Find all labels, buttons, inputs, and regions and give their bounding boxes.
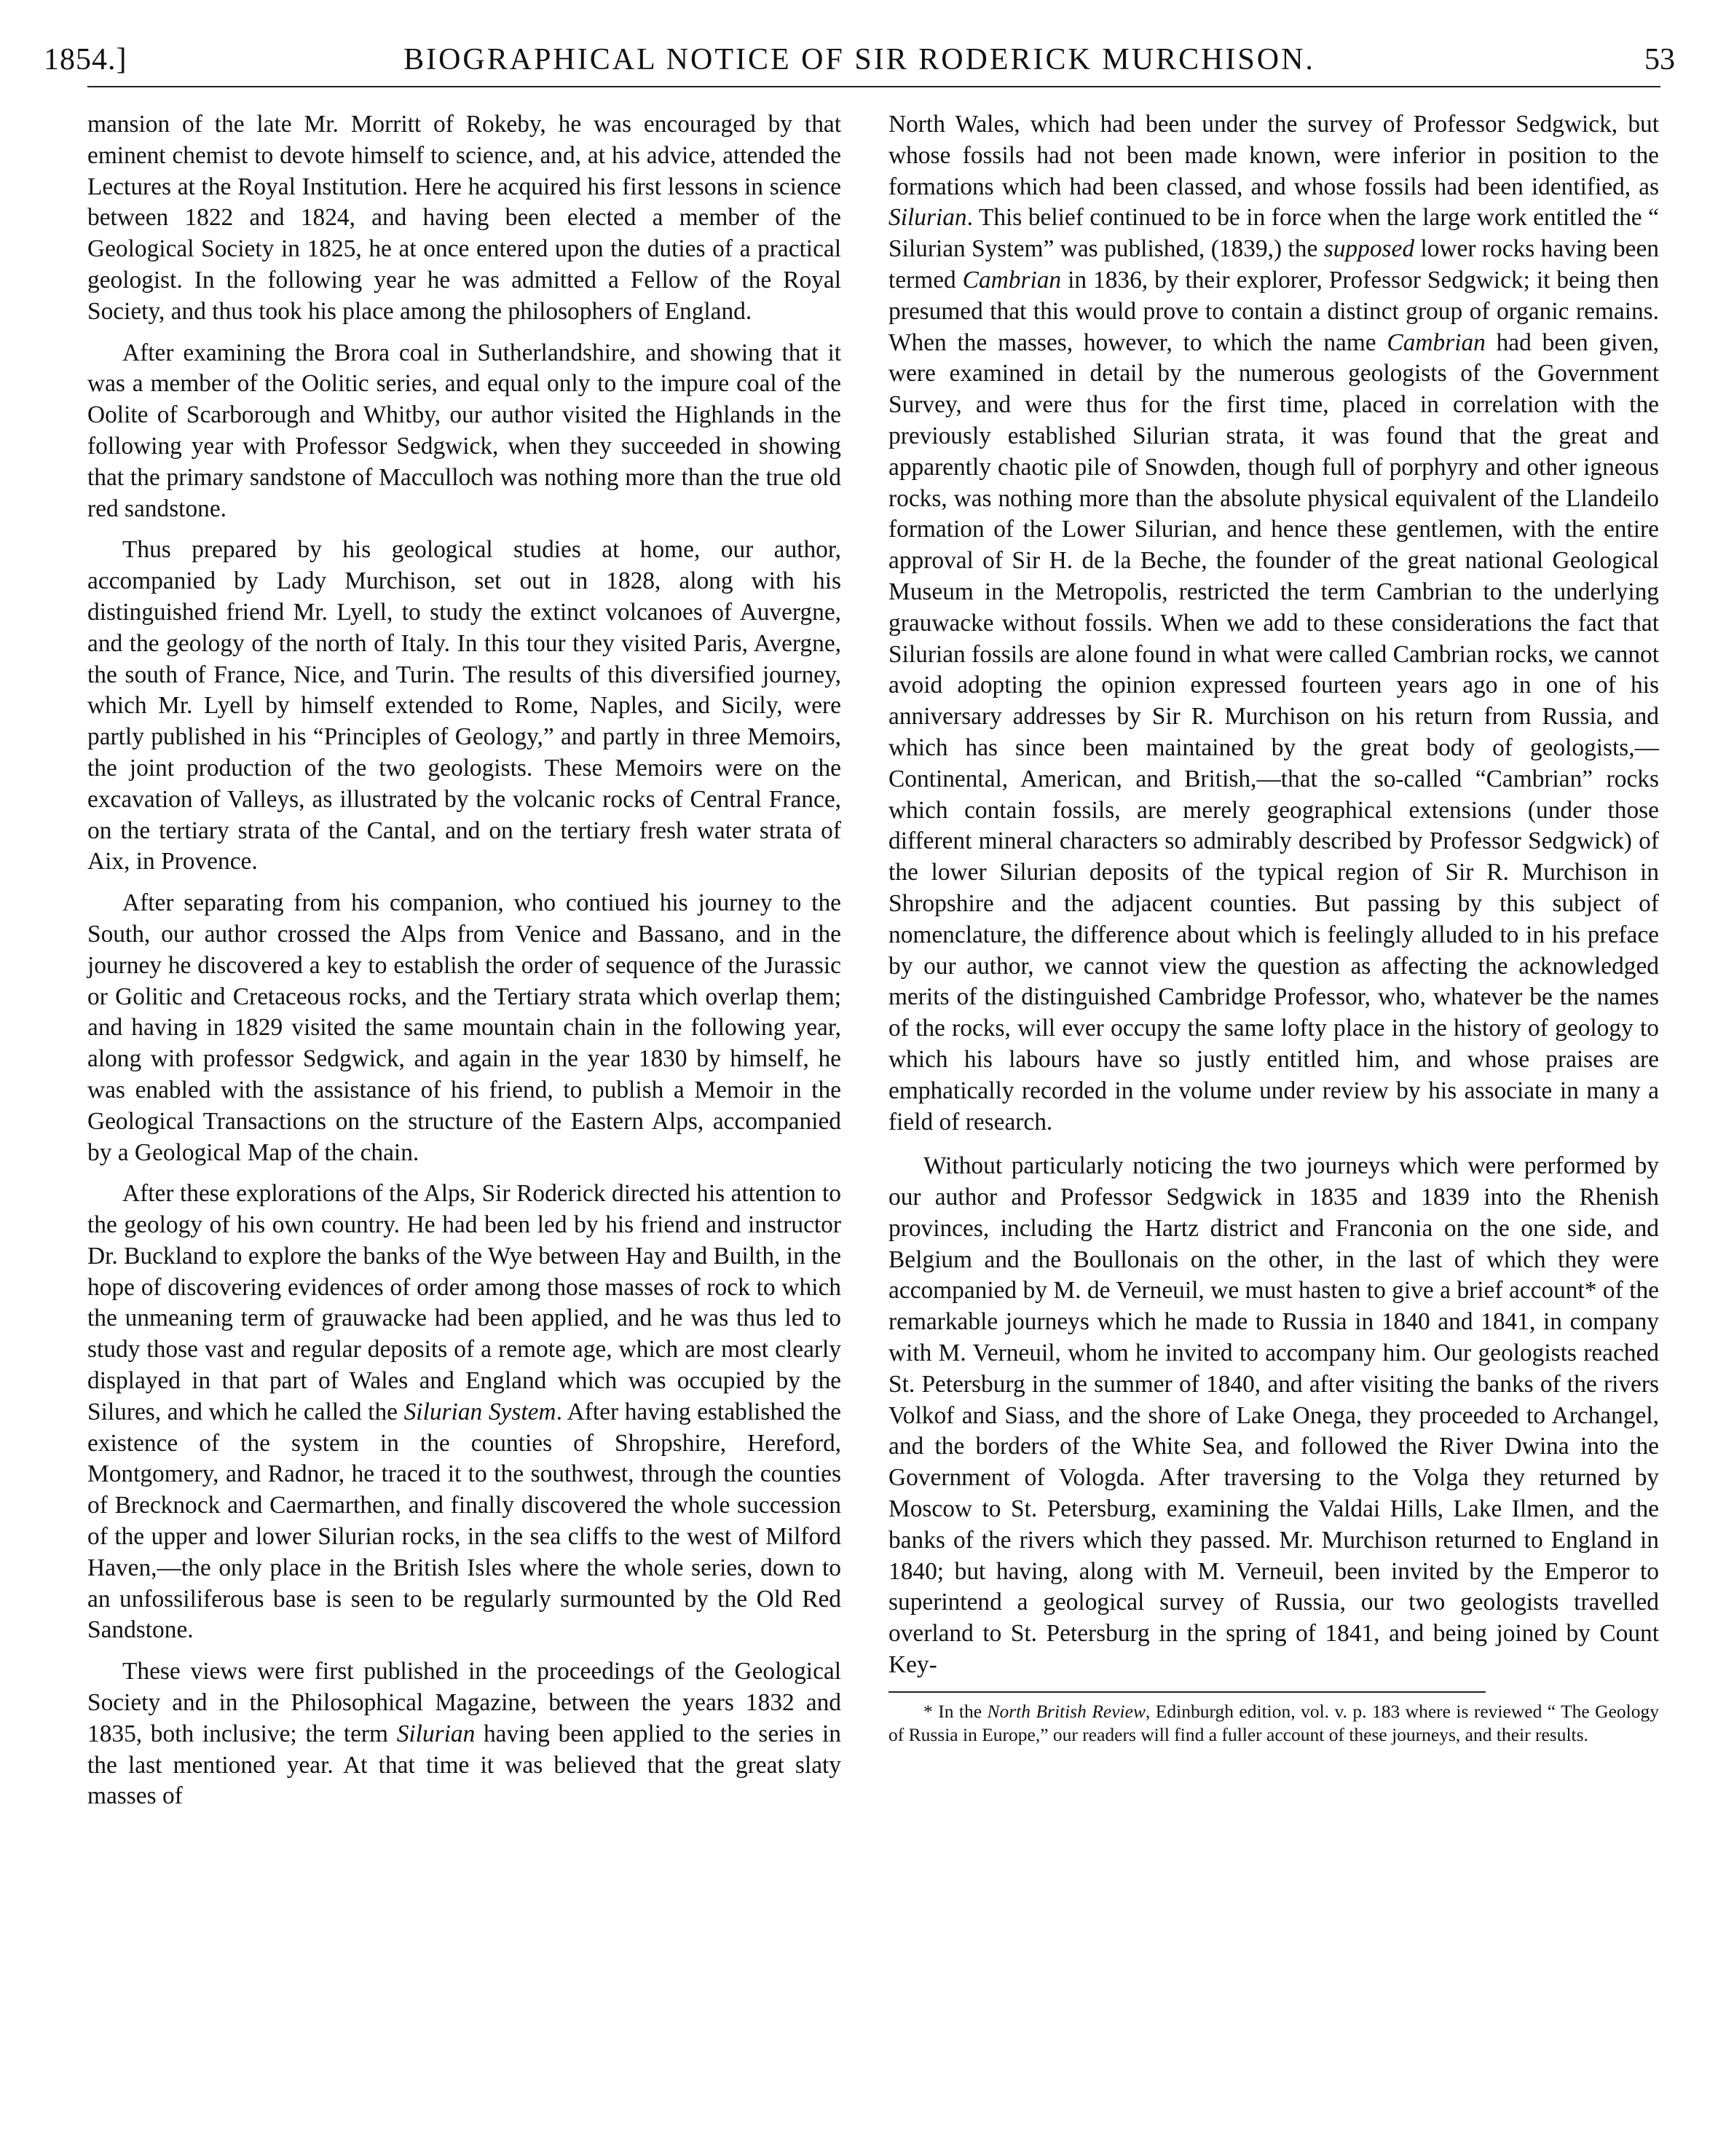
- italic-term: supposed: [1323, 235, 1415, 263]
- paragraph: Without particularly noticing the two journeys which were performed by our author and Professor Sedgwick in 1835 and 1839 into the Rhenish provinces, including the Hartz district and Franconia on the one side, and Belgium and the Boullonais on the other, in the last of which they were accompanied by M. de Verneuil, we must hasten to give a brief account* of the remarkable journeys which he made to Russia in 1840 and 1841, in company with M. Verneuil, whom he invited to accompany him. Our geologists reached St. Petersburg in the summer of 1840, and after visiting the banks of the rivers Volkof and Siass, and the shore of Lake Onega, they proceeded to Archangel, and the borders of the White Sea, and followed the River Dwina into the Government of Vologda. After traversing to the Volga they returned by Moscow to St. Petersburg, examining the Valdai Hills, Lake Ilmen, and the banks of the rivers which they passed. Mr. Murchison returned to England in 1840; but having, along with M. Verneuil, been invited by the Emperor to superintend a geological survey of Russia, our two geologists travelled overland to St. Petersburg in the spring of 1841, and being joined by Count Key-: [888, 1152, 1659, 1679]
- paragraph: mansion of the late Mr. Morritt of Rokeby, he was encouraged by that eminent chemist to devote himself to science, and, at his advice, attended the Lectures at the Royal Institution. Here he acquired his first lessons in science between 1822 and 1824, and having been elected a member of the Geological Society in 1825, he at once entered upon the duties of a practical geologist. In the following year he was admitted a Fellow of the Royal Society, and thus took his place among the philosophers of England.: [87, 111, 841, 325]
- text-run: had been given, were examined in detail by the numerous geologists of the Government Survey, and were thus for the first time, placed in correlation with the previously established Silurian strata, it was found that the great and apparently chaotic pile of Snowden, though full of porphyry and other igneous rocks, was nothing more than the absolute physical equivalent of the Llandeilo formation of the Lower Silurian, and hence these gentlemen, with the entire approval of Sir H. de la Beche, the founder of the great national Geological Museum in the Metropolis, restricted the term Cambrian to the underlying grauwacke without fossils. When we add to these considerations the fact that Silurian fossils are alone found in what were called Cambrian rocks, we cannot avoid adopting the opinion expressed fourteen years ago in one of his anniversary addresses by Sir R. Murchison on his return from Russia, and which has since been maintained by the great body of geologists,—Continental, American, and British,—that the so-called “Cambrian” rocks which contain fossils, are merely geographical extensions (under those different mineral characters so admirably described by Professor Sedgwick) of the lower Silurian deposits of the typical region of Sir R. Murchison in Shropshire and the adjacent counties. But passing by this subject of nomenclature, the difference about which is feelingly alluded to in his preface by our author, we cannot view the question as affecting the acknowledged merits of the distinguished Cambridge Professor, who, whatever be the names of the rocks, will ever occupy the same lofty place in the history of geology to which his labours have so justly entitled him, and whose praises are emphatically recorded in the volume under review by his associate in many a field of research.: [888, 328, 1659, 1136]
- italic-term: Cambrian: [1387, 328, 1486, 356]
- text-run: * In the: [923, 1700, 988, 1722]
- paragraph: After examining the Brora coal in Sutherlandshire, and showing that it was a member of the Oolitic series, and equal only to the impure coal of the Oolite of Scarborough and Whitby, our author visited the Highlands in the following year with Professor Sedgwick, when they succeeded in showing that the primary sandstone of Macculloch was nothing more than the true old red sandstone.: [87, 339, 841, 522]
- text-run: . After having established the existence of the system in the counties of Shropshire, Hereford, Montgomery, and Radnor, he traced it to the southwest, through the counties of Brecknock and Caermarthen, and finally discovered the whole succession of the upper and lower Silurian rocks, in the sea cliffs to the west of Milford Haven,—the only place in the British Isles where the whole series, down to an unfossiliferous base is seen to be regularly surmounted by the Old Red Sandstone.: [87, 1398, 841, 1644]
- paragraph: [888, 109, 1659, 1138]
- running-header: [44, 42, 1675, 86]
- italic-term: Silurian System: [403, 1398, 556, 1425]
- paragraph: [87, 1656, 841, 1812]
- text-run: After these explorations of the Alps, Sir Roderick directed his attention to the geology of his own country. He had been led by his friend and instructor Dr. Buckland to explore the banks of the Wye between Hay and Builth, in the hope of discovering evidences of order among those masses of rock to which the unmeaning term of grauwacke had been applied, and he was thus led to study those vast and regular deposits of a remote age, which are most clearly displayed in that part of Wales and England which was occupied by the Silures, and which he called the: [87, 1180, 841, 1425]
- page-number: 53: [1644, 43, 1675, 76]
- italic-term: Silurian: [396, 1720, 476, 1747]
- left-column: [87, 109, 841, 1822]
- text-run: , Edinburgh edition, vol. v. p. 183 where is reviewed “ The Geology of Russia in Europe,” our readers will find a fuller account of these journeys, and their results.: [888, 1700, 1659, 1745]
- footnote: [888, 1700, 1659, 1747]
- text-run: lower rocks having been termed: [888, 235, 1660, 294]
- paragraph: [87, 1179, 841, 1646]
- italic-term: Cambrian: [962, 266, 1062, 294]
- italic-term: Silurian: [888, 204, 967, 232]
- text-run: in 1836, by their explorer, Professor Sedgwick; it being then presumed that this would prove to contain a distinct group of organic remains. When the masses, however, to which the name: [888, 266, 1659, 356]
- right-column: [888, 109, 1659, 1757]
- header-rule: [87, 86, 1660, 87]
- paragraph: Thus prepared by his geological studies at home, our author, accompanied by Lady Murchison, set out in 1828, along with his distinguished friend Mr. Lyell, to study the extinct volcanoes of Auvergne, and the geology of the north of Italy. In this tour they visited Paris, Avergne, the south of France, Nice, and Turin. The results of this diversified journey, which Mr. Lyell by himself extended to Rome, Naples, and Sicily, were partly published in his “Principles of Geology,” and partly in three Memoirs, the joint production of the two geologists. These Memoirs were on the excavation of Valleys, as illustrated by the volcanic rocks of Central France, on the tertiary strata of the Cantal, and on the tertiary fresh water strata of Aix, in Provence.: [87, 536, 841, 876]
- text-run: . This belief continued to be in force when the large work entitled the “ Silurian System” was published, (1839,) the: [888, 204, 1659, 263]
- text-run: These views were first published in the proceedings of the Geological Society and in the Philosophical Magazine, between the years 1832 and 1835, both inclusive; the term: [87, 1658, 841, 1747]
- header-year: 1854.]: [44, 43, 127, 76]
- text-run: having been applied to the series in the last mentioned year. At that time it was believed that the great slaty masses of: [87, 1720, 842, 1810]
- footnote-rule: [888, 1691, 1486, 1693]
- paragraph: After separating from his companion, who contiued his journey to the South, our author crossed the Alps from Venice and Bassano, and in the journey he discovered a key to establish the order of sequence of the Jurassic or Golitic and Cretaceous rocks, and the Tertiary strata which overlap them; and having in 1829 visited the same mountain chain in the following year, along with professor Sedgwick, and again in the year 1830 by himself, he was enabled with the assistance of his friend, to publish a Memoir in the Geological Transactions on the structure of the Eastern Alps, accompanied by a Geological Map of the chain.: [87, 889, 841, 1166]
- text-run: North Wales, which had been under the survey of Professor Sedgwick, but whose fossils had not been made known, were inferior in position to the formations which had been classed, and whose fossils had been identified, as: [888, 111, 1659, 200]
- italic-term: North British Review: [987, 1700, 1146, 1722]
- header-title: BIOGRAPHICAL NOTICE OF SIR RODERICK MURCHISON.: [403, 43, 1315, 76]
